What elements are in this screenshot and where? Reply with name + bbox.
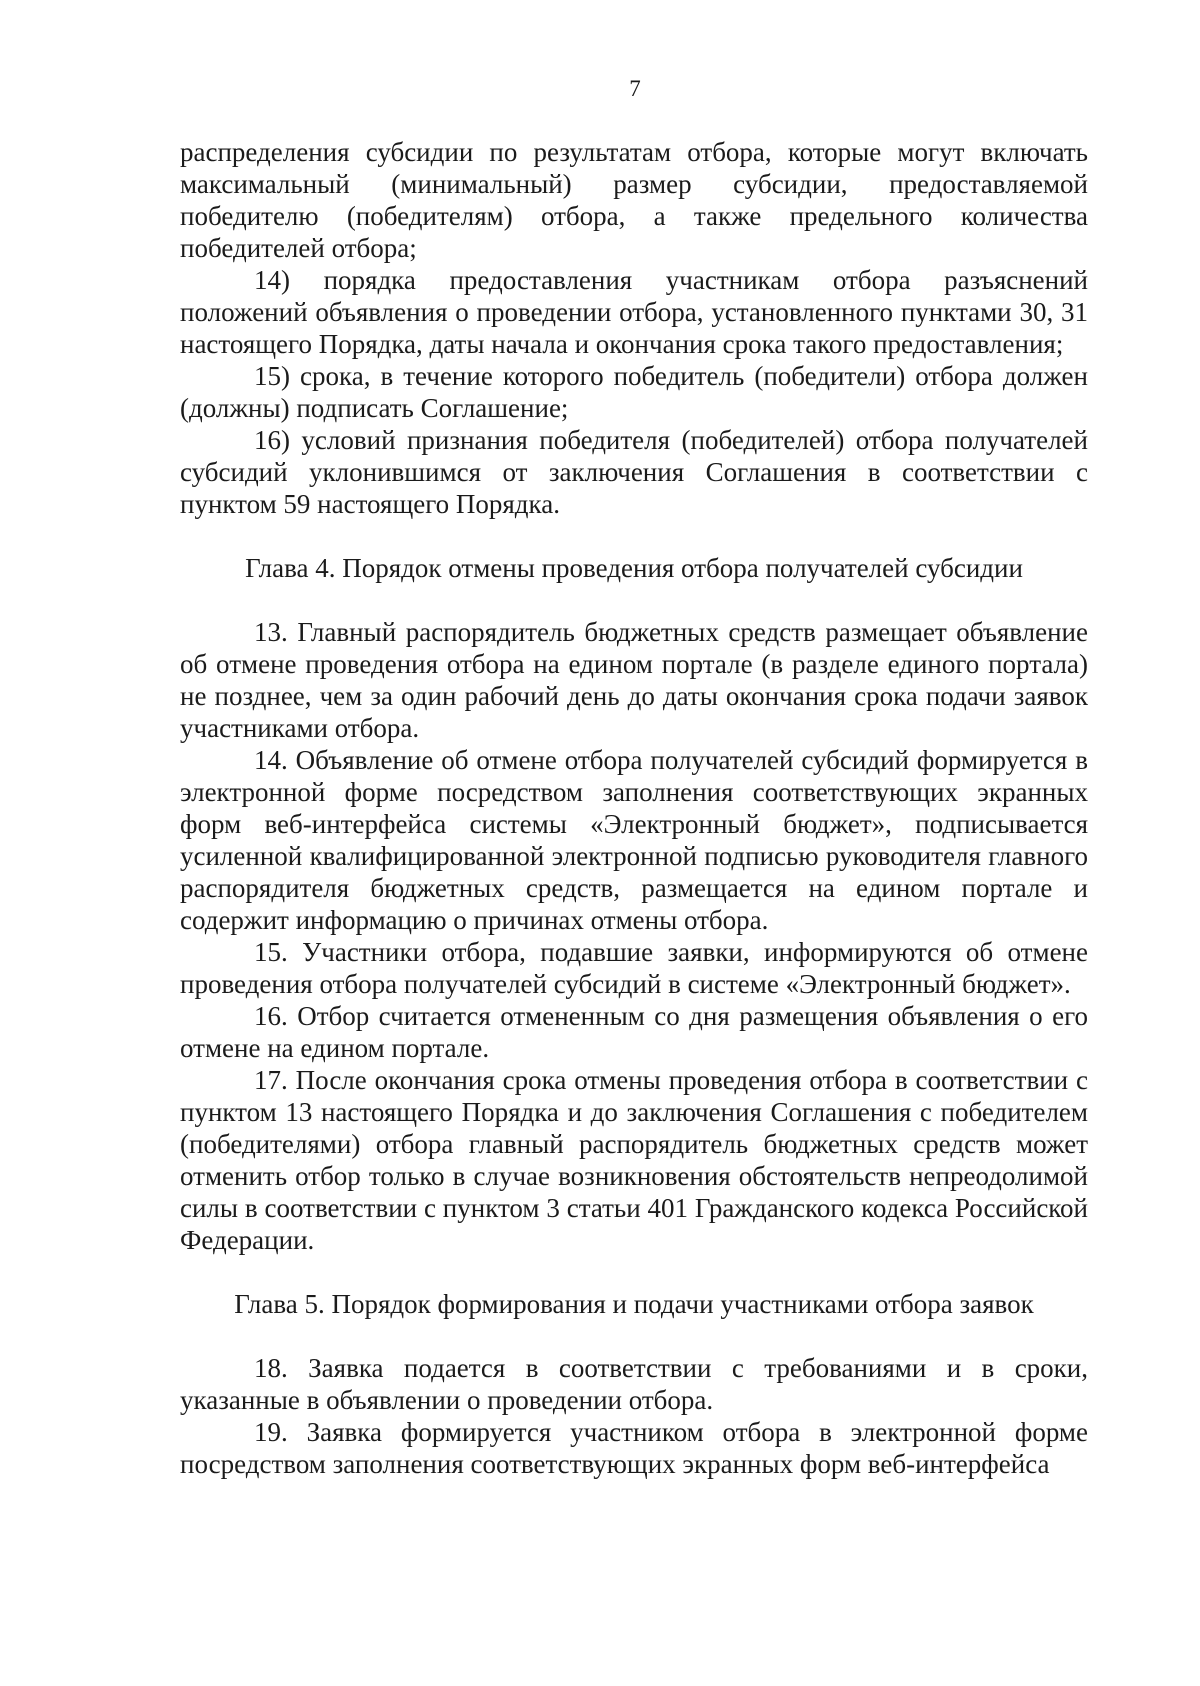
paragraph-item-14: 14) порядка предоставления участникам отбора разъяснений положений объявления о проведении отбора, установленного пунктами 30, 31 настоящего Порядка, даты начала и окончания срока такого предоставления; bbox=[180, 265, 1088, 359]
clause-18: 18. Заявка подается в соответствии с требованиями и в сроки, указанные в объявлении о проведении отбора. bbox=[180, 1353, 1088, 1415]
clause-13: 13. Главный распорядитель бюджетных средств размещает объявление об отмене проведения отбора на едином портале (в разделе единого портала) не позднее, чем за один рабочий день до даты окончания срока подачи заявок участниками отбора. bbox=[180, 617, 1088, 743]
chapter-5-title: Глава 5. Порядок формирования и подачи участниками отбора заявок bbox=[234, 1289, 1034, 1319]
clause-15: 15. Участники отбора, подавшие заявки, информируются об отмене проведения отбора получателей субсидий в системе «Электронный бюджет». bbox=[180, 937, 1088, 999]
clause-16: 16. Отбор считается отмененным со дня размещения объявления о его отмене на едином портале. bbox=[180, 1001, 1088, 1063]
chapter-4-title: Глава 4. Порядок отмены проведения отбора получателей субсидии bbox=[245, 553, 1023, 583]
paragraph-item-16: 16) условий признания победителя (победителей) отбора получателей субсидий уклонившимся от заключения Соглашения в соответствии с пунктом 59 настоящего Порядка. bbox=[180, 425, 1088, 519]
paragraph-item-15: 15) срока, в течение которого победитель (победители) отбора должен (должны) подписать Соглашение; bbox=[180, 361, 1088, 423]
paragraph-continuation: распределения субсидии по результатам отбора, которые могут включать максимальный (минимальный) размер субсидии, предоставляемой победителю (победителям) отбора, а также предельного количества победителей отбора; bbox=[180, 137, 1088, 263]
clause-19: 19. Заявка формируется участником отбора в электронной форме посредством заполнения соответствующих экранных форм веб-интерфейса bbox=[180, 1417, 1088, 1479]
spacer bbox=[180, 1256, 1088, 1288]
spacer bbox=[180, 1320, 1088, 1352]
page-number: 7 bbox=[629, 76, 641, 101]
spacer bbox=[180, 584, 1088, 616]
spacer bbox=[180, 520, 1088, 552]
document-body bbox=[180, 136, 1088, 1480]
clause-14: 14. Объявление об отмене отбора получателей субсидий формируется в электронной форме посредством заполнения соответствующих экранных форм веб-интерфейса системы «Электронный бюджет», подписывается усиленной квалифицированной электронной подписью руководителя главного распорядителя бюджетных средств, размещается на едином портале и содержит информацию о причинах отмены отбора. bbox=[180, 745, 1088, 935]
clause-17: 17. После окончания срока отмены проведения отбора в соответствии с пунктом 13 настоящего Порядка и до заключения Соглашения с победителем (победителями) отбора главный распорядитель бюджетных средств может отменить отбор только в случае возникновения обстоятельств непреодолимой силы в соответствии с пунктом 3 статьи 401 Гражданского кодекса Российской Федерации. bbox=[180, 1065, 1088, 1255]
